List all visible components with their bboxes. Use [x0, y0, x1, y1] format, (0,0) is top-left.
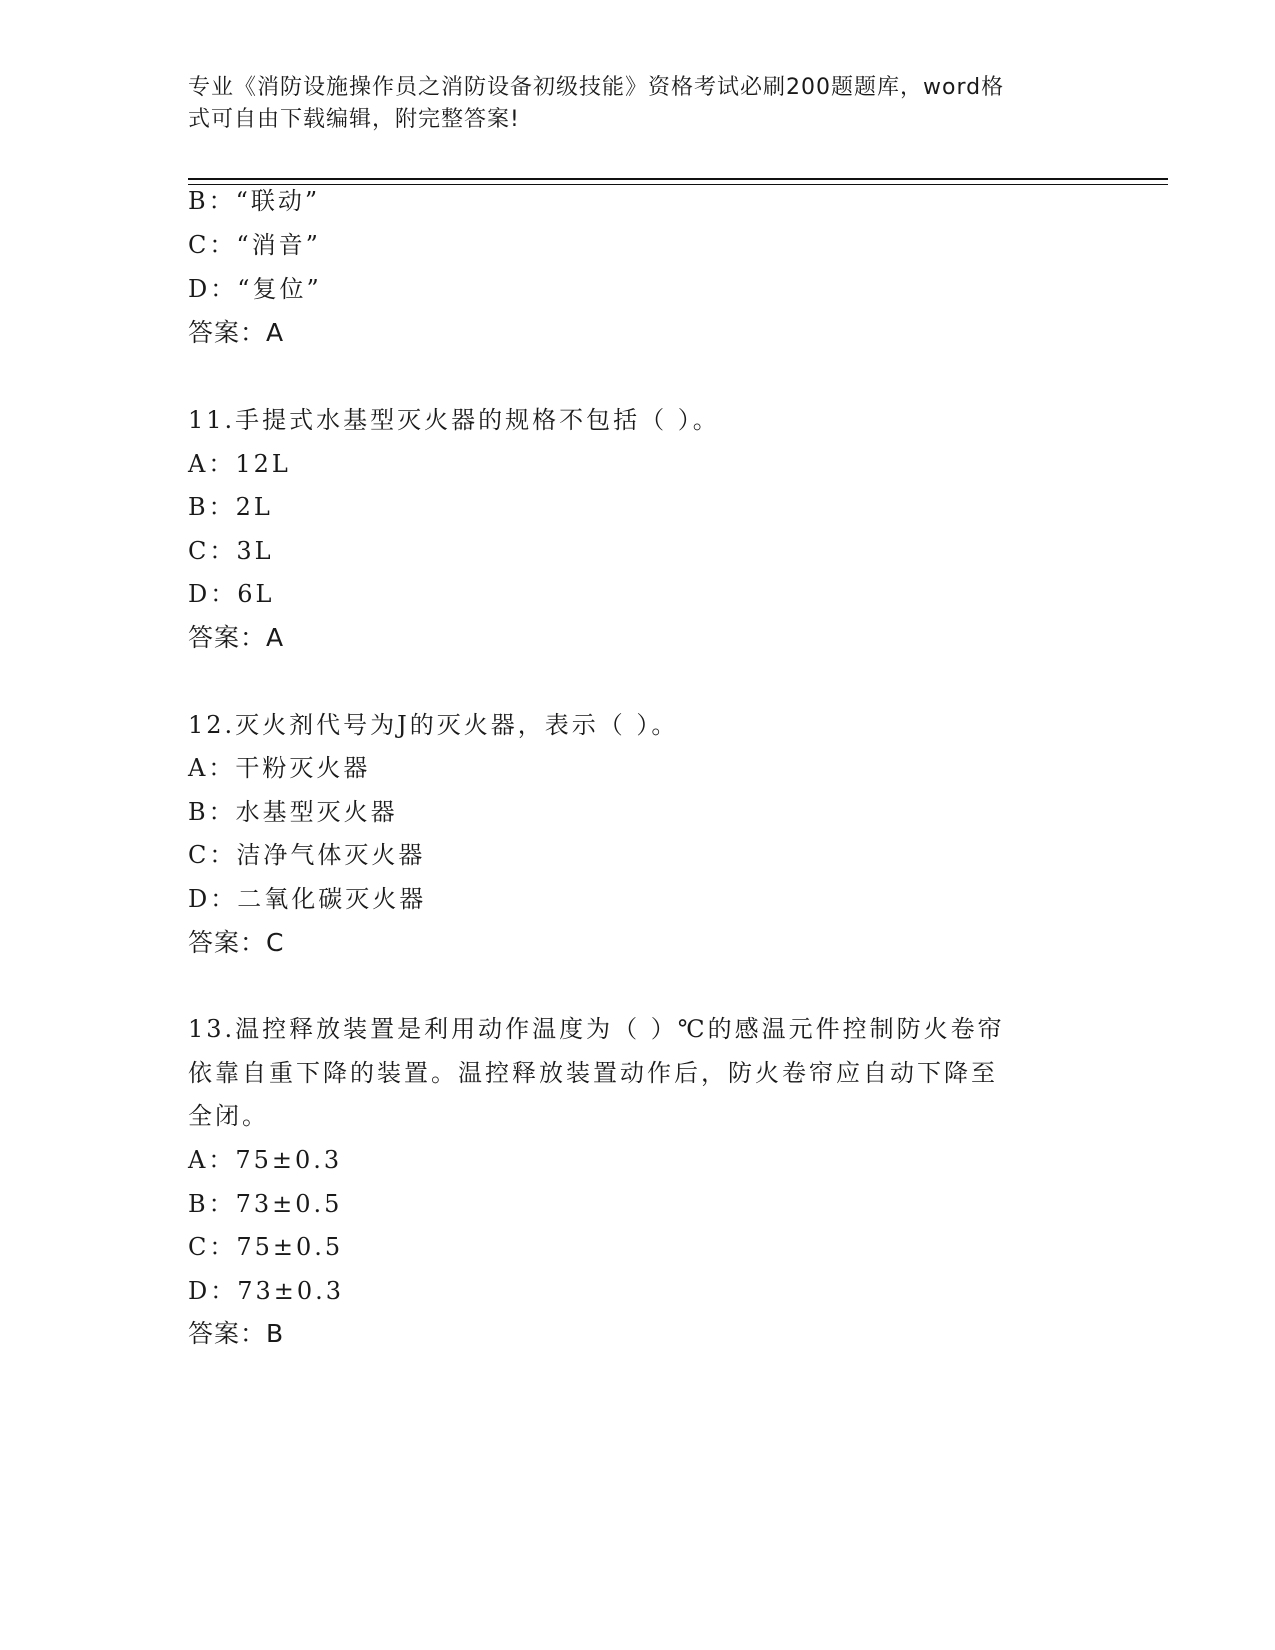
prev-answer: 答案：A — [188, 318, 285, 347]
q12-option-d: D：二氧化碳灭火器 — [188, 885, 427, 913]
q12-option-c: C：洁净气体灭火器 — [188, 841, 426, 869]
q13-stem-line-2: 依靠自重下降的装置。温控释放装置动作后，防火卷帘应自动下降至 — [188, 1059, 998, 1087]
q13-stem-line-3: 全闭。 — [188, 1102, 269, 1130]
q13-option-b: B：73±0.5 — [188, 1190, 343, 1218]
q11-answer: 答案：A — [188, 623, 285, 652]
q13-answer: 答案：B — [188, 1319, 285, 1348]
header-divider-thin — [188, 184, 1168, 185]
q11-option-c: C：3L — [188, 537, 274, 565]
q12-option-a: A：干粉灭火器 — [188, 754, 371, 782]
q12-stem: 12.灭火剂代号为J的灭火器，表示（ ）。 — [188, 711, 679, 739]
prev-option-d: D：“复位” — [188, 275, 322, 303]
q11-stem: 11.手提式水基型灭火器的规格不包括（ ）。 — [188, 406, 720, 434]
header-line-2: 式可自由下载编辑，附完整答案! — [188, 107, 520, 132]
q13-option-d: D：73±0.3 — [188, 1277, 345, 1305]
q13-option-c: C：75±0.5 — [188, 1233, 344, 1261]
q11-option-d: D：6L — [188, 580, 275, 608]
q13-stem-line-1: 13.温控释放装置是利用动作温度为（ ）℃的感温元件控制防火卷帘 — [188, 1015, 1005, 1043]
header-divider-thick — [188, 178, 1168, 180]
document-header — [188, 72, 1068, 136]
header-line-1: 专业《消防设施操作员之消防设备初级技能》资格考试必刷200题题库，word格 — [188, 75, 1005, 100]
q11-option-a: A：12L — [188, 450, 291, 478]
q13-option-a: A：75±0.3 — [188, 1146, 343, 1174]
q12-answer: 答案：C — [188, 928, 285, 957]
q12-option-b: B：水基型灭火器 — [188, 798, 398, 826]
prev-option-b: B：“联动” — [188, 187, 321, 215]
prev-option-c: C：“消音” — [188, 231, 321, 259]
q11-option-b: B：2L — [188, 493, 273, 521]
